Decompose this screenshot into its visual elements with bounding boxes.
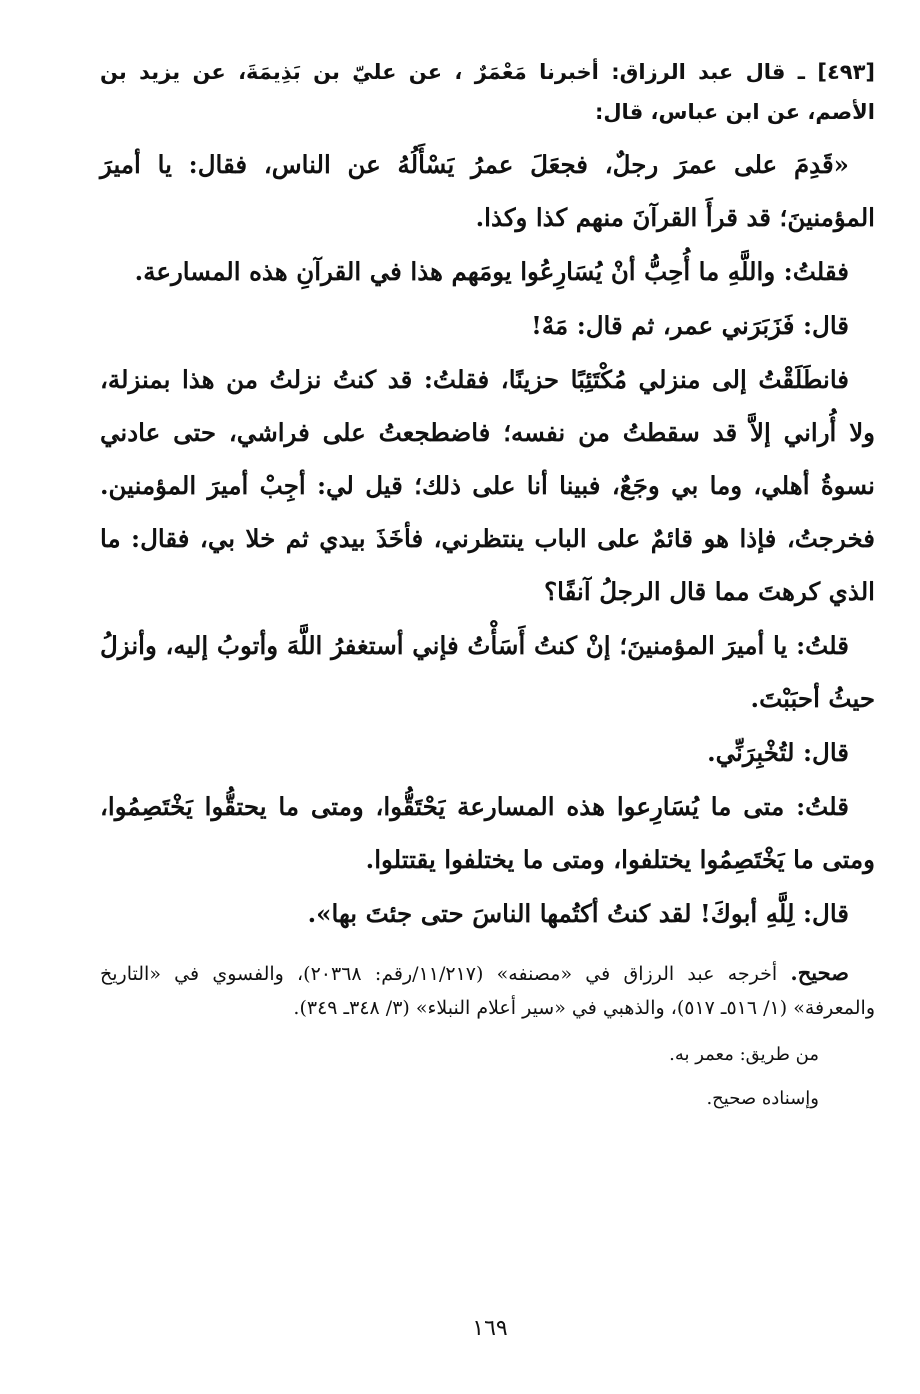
- hadith-paragraph: قال: لتُخْبِرَنِّي.: [707, 738, 849, 767]
- takhrij-text: أخرجه عبد الرزاق في «مصنفه» (١١/٢١٧/رقم: ٢٠٣٦٨)، والفسوي في «التاريخ والمعرفة» (١/ ٥١٦ـ ٥١٧)، والذهبي في «سير أعلام النبلاء» (٣/ ٣٤٨ـ ٣٤٩).: [100, 963, 875, 1019]
- chain-note: من طريق: معمر به.: [669, 1044, 819, 1065]
- hadith-paragraph: فقلتُ: واللَّهِ ما أُحِبُّ أنْ يُسَارِعُوا يومَهم هذا في القرآنِ هذه المسارعة.: [134, 257, 849, 286]
- hadith-paragraph: «قَدِمَ على عمرَ رجلٌ، فجعَلَ عمرُ يَسْأَلُهُ عن الناس، فقال: يا أميرَ المؤمنينَ؛ قد قرأَ القرآنَ منهم كذا وكذا.: [100, 150, 875, 232]
- page-body: [100, 52, 875, 1113]
- takhrij-footnote: [100, 956, 875, 1025]
- hadith-paragraph: قلتُ: متى ما يُسَارِعوا هذه المسارعة يَحْتَقُّوا، ومتى ما يحتقُّوا يَخْتَصِمُوا، ومتى ما يَخْتَصِمُوا يختلفوا، ومتى ما يختلفوا يقتتلوا.: [100, 792, 875, 874]
- hadith-paragraph: قال: لِلَّهِ أبوكَ! لقد كنتُ أكتُمها الناسَ حتى جئتَ بها».: [307, 899, 849, 928]
- hadith-paragraph: قال: فَزَبَرَني عمر، ثم قال: مَهْ!: [531, 311, 849, 340]
- hadith-paragraph: فانطَلَقْتُ إلى منزلي مُكْتَئِبًا حزينًا، فقلتُ: قد كنتُ نزلتُ من هذا بمنزلة، ولا أُراني إلاَّ قد سقطتُ من نفسه؛ فاضطجعتُ على فراشي، حتى عادني نسوةُ أهلي، وما بي وجَعٌ، فبينا أنا على ذلك؛ قيل لي: أجِبْ أميرَ المؤمنين. فخرجتُ، فإذا هو قائمٌ على الباب ينتظرني، فأخَذَ بيدي ثم خلا بي، فقال: ما الذي كرهتَ مما قال الرجلُ آنفًا؟: [100, 365, 876, 606]
- isnad-note: وإسناده صحيح.: [706, 1088, 819, 1109]
- hadith-header: [٤٩٣] ـ قال عبد الرزاق: أخبرنا مَعْمَرٌ ، عن عليّ بن بَذِيمَةَ، عن يزيد بن الأصم، عن ابن عباس، قال:: [100, 60, 875, 124]
- page-number: ١٦٩: [472, 1316, 508, 1341]
- hadith-paragraph: قلتُ: يا أميرَ المؤمنينَ؛ إنْ كنتُ أَسَأْتُ فإني أستغفرُ اللَّهَ وأتوبُ إليه، وأنزلُ حيثُ أحبَبْتَ.: [100, 631, 875, 713]
- hadith-grade: صحيح.: [790, 960, 849, 985]
